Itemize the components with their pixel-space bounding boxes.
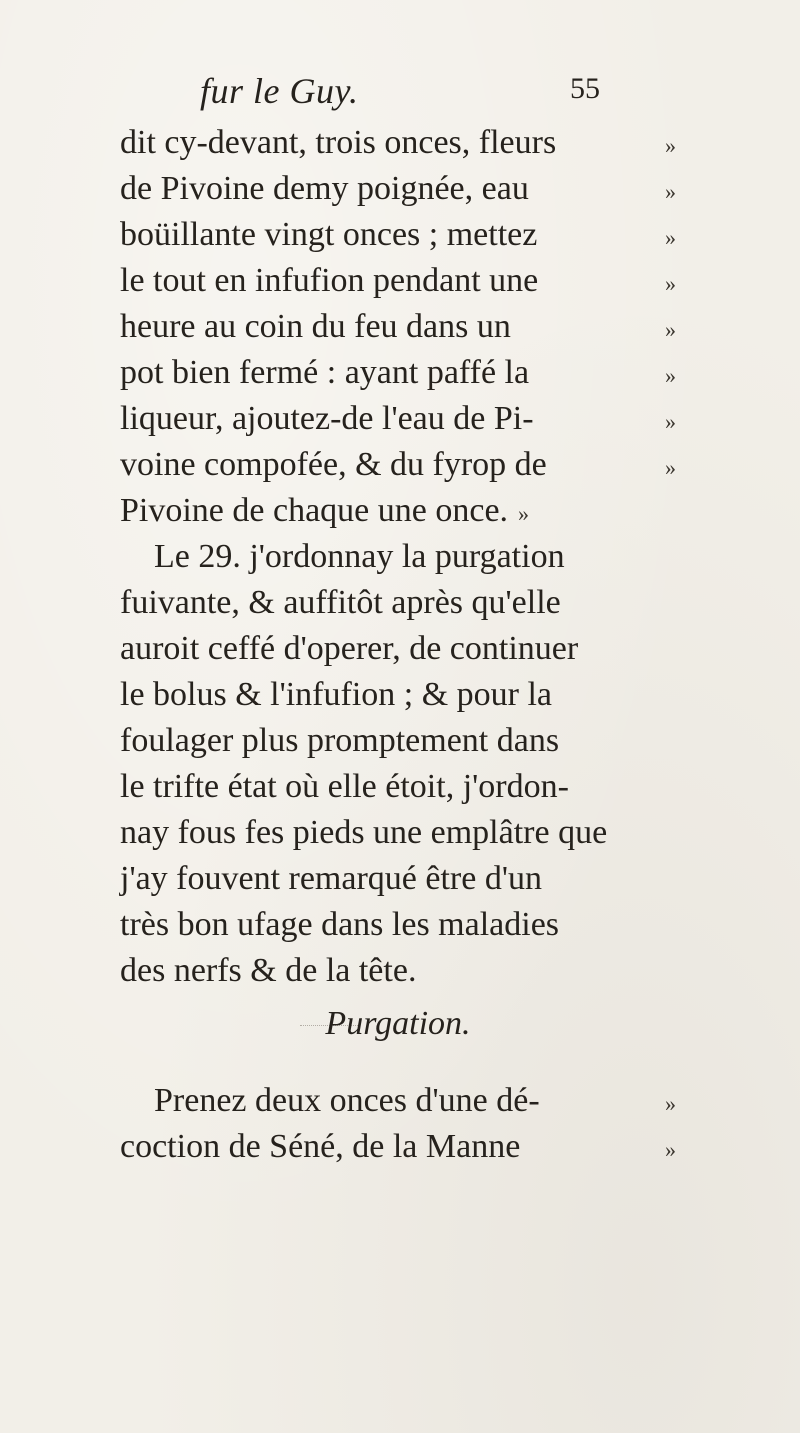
text-line: le trifte état où elle étoit, j'ordon- (120, 768, 569, 805)
text-line: j'ay fouvent remarqué être d'un (120, 860, 542, 897)
text-line: liqueur, ajoutez-de l'eau de Pi- » (120, 400, 676, 437)
text-line: Prenez deux onces d'une dé- » (154, 1082, 676, 1119)
quote-mark: » (665, 133, 676, 158)
text-line: coction de Séné, de la Manne » (120, 1128, 676, 1165)
running-head (200, 70, 600, 114)
text-line: heure au coin du feu dans un » (120, 308, 676, 345)
text-line: des nerfs & de la tête. (120, 952, 417, 989)
text-line: dit cy-devant, trois onces, fleurs » (120, 124, 676, 161)
quote-mark: » (665, 409, 676, 434)
text-line: le bolus & l'infufion ; & pour la (120, 676, 553, 713)
quote-mark: » (665, 271, 676, 296)
text-line: nay fous fes pieds une emplâtre que (120, 814, 608, 851)
quote-mark: » (665, 317, 676, 342)
text-line: très bon ufage dans les maladies (120, 906, 560, 943)
text-line: Le 29. j'ordonnay la purgation (154, 538, 565, 575)
running-head-title: fur le Guy. (200, 71, 359, 111)
text-line: boüillante vingt onces ; mettez » (120, 216, 676, 253)
main-text (120, 124, 676, 998)
page-number: 55 (570, 72, 600, 105)
text-line: de Pivoine demy poignée, eau » (120, 170, 676, 207)
quote-mark: » (665, 1137, 676, 1162)
quote-mark: » (665, 1091, 676, 1116)
text-line: fuivante, & auffitôt après qu'elle (120, 584, 561, 621)
text-line: auroit ceffé d'operer, de continuer (120, 630, 579, 667)
quote-mark: » (665, 179, 676, 204)
text-line: foulager plus promptement dans (120, 722, 560, 759)
quote-mark: » (518, 501, 530, 526)
text-line: le tout en infufion pendant une » (120, 262, 676, 299)
quote-mark: » (665, 455, 676, 480)
main-text-continued (120, 1082, 676, 1174)
quote-mark: » (665, 225, 676, 250)
text-line: Pivoine de chaque une once. » (120, 492, 530, 529)
text-line: pot bien fermé : ayant paffé la » (120, 354, 676, 391)
section-heading: Purgation. (325, 1005, 471, 1042)
quote-mark: » (665, 363, 676, 388)
text-line: voine compofée, & du fyrop de » (120, 446, 676, 483)
